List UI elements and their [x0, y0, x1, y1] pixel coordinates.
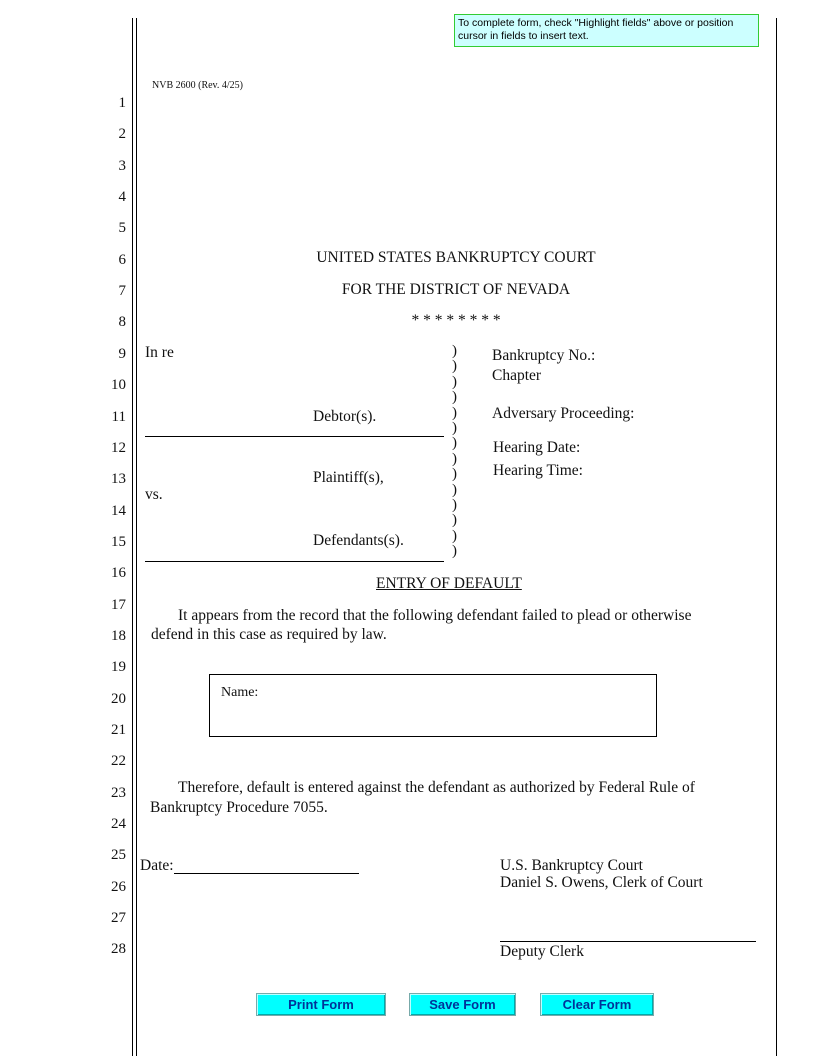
- defendant-rule: [145, 561, 444, 562]
- line-number: 23: [111, 784, 126, 801]
- paragraph-2: Therefore, default is entered against the defendant as authorized by Federal Rule of: [178, 779, 695, 796]
- heading-separator: * * * * * * * *: [411, 312, 501, 329]
- debtor-rule: [145, 436, 444, 437]
- line-number: 10: [111, 377, 126, 394]
- hearing-time-label: Hearing Time:: [493, 462, 583, 479]
- left-margin-rule-2: [136, 18, 137, 1056]
- line-number: 11: [111, 408, 126, 425]
- line-number: 2: [118, 126, 126, 143]
- line-number: 7: [118, 283, 126, 300]
- adversary-field[interactable]: [642, 404, 770, 422]
- clear-form-button[interactable]: Clear Form: [540, 993, 654, 1016]
- line-number: 5: [118, 220, 126, 237]
- document-title: ENTRY OF DEFAULT: [376, 575, 522, 592]
- hearing-time-field[interactable]: [590, 461, 740, 479]
- line-number: 21: [111, 722, 126, 738]
- line-number: 8: [118, 314, 126, 331]
- signature-rule: [500, 941, 756, 942]
- signature-role: Deputy Clerk: [500, 943, 584, 960]
- line-number: 14: [111, 502, 126, 519]
- print-form-button[interactable]: Print Form: [256, 993, 386, 1016]
- signature-court: U.S. Bankruptcy Court: [500, 857, 643, 874]
- paragraph-2-cont: Bankruptcy Procedure 7055.: [150, 799, 328, 816]
- save-form-button[interactable]: Save Form: [409, 993, 516, 1016]
- bankruptcy-no-field[interactable]: [600, 345, 770, 363]
- date-label: Date:: [140, 857, 174, 874]
- court-name: UNITED STATES BANKRUPTCY COURT: [316, 249, 596, 266]
- chapter-field[interactable]: [546, 366, 646, 384]
- court-district: FOR THE DISTRICT OF NEVADA: [341, 281, 571, 298]
- defendant-name-box[interactable]: [209, 674, 657, 737]
- line-number: 26: [111, 878, 126, 895]
- defendant-name-field[interactable]: [145, 504, 443, 532]
- date-field[interactable]: [174, 855, 359, 873]
- line-number: 27: [111, 910, 126, 927]
- form-id: NVB 2600 (Rev. 4/25): [152, 80, 244, 91]
- plaintiff-name-field[interactable]: [145, 440, 443, 468]
- line-number: 6: [118, 251, 126, 268]
- line-number: 3: [118, 157, 126, 174]
- name-label: Name:: [221, 685, 259, 700]
- line-number: 25: [111, 847, 126, 864]
- line-number: 22: [111, 753, 126, 770]
- form-instructions-notice: To complete form, check "Highlight fields" above or position cursor in fields to insert text.: [454, 14, 759, 47]
- line-number: 1: [118, 95, 126, 111]
- left-margin-rule-1: [132, 18, 133, 1056]
- caption-parentheses: ) ) ) ) ) ) ) ) ) ) ) ) ) ): [452, 343, 457, 560]
- line-number: 17: [111, 596, 126, 613]
- line-number: 20: [111, 690, 126, 707]
- line-number: 9: [118, 345, 126, 362]
- line-number: 15: [111, 533, 126, 550]
- line-number: 16: [111, 565, 126, 582]
- chapter-label: Chapter: [492, 367, 542, 384]
- line-number: 18: [111, 627, 126, 644]
- line-number: 13: [111, 471, 126, 488]
- paragraph-1: It appears from the record that the following defendant failed to plead or otherwise: [178, 607, 692, 624]
- signature-clerk: Daniel S. Owens, Clerk of Court: [500, 874, 703, 891]
- in-re-label: In re: [145, 344, 174, 361]
- line-number: 12: [111, 439, 126, 456]
- hearing-date-label: Hearing Date:: [493, 439, 581, 456]
- date-rule: [174, 873, 359, 874]
- paragraph-1-cont: defend in this case as required by law.: [151, 626, 387, 643]
- bankruptcy-no-label: Bankruptcy No.:: [492, 347, 596, 364]
- debtor-label: Debtor(s).: [313, 408, 377, 425]
- plaintiff-label: Plaintiff(s),: [313, 469, 384, 486]
- hearing-date-field[interactable]: [590, 438, 740, 456]
- right-margin-rule: [776, 18, 777, 1056]
- adversary-label: Adversary Proceeding:: [492, 405, 635, 422]
- line-number: 24: [111, 816, 126, 833]
- defendant-label: Defendants(s).: [313, 532, 404, 549]
- line-number: 28: [111, 941, 126, 958]
- debtor-name-field[interactable]: [145, 364, 443, 404]
- line-number: 4: [118, 189, 126, 206]
- vs-label: vs.: [145, 486, 163, 503]
- line-number: 19: [111, 659, 126, 676]
